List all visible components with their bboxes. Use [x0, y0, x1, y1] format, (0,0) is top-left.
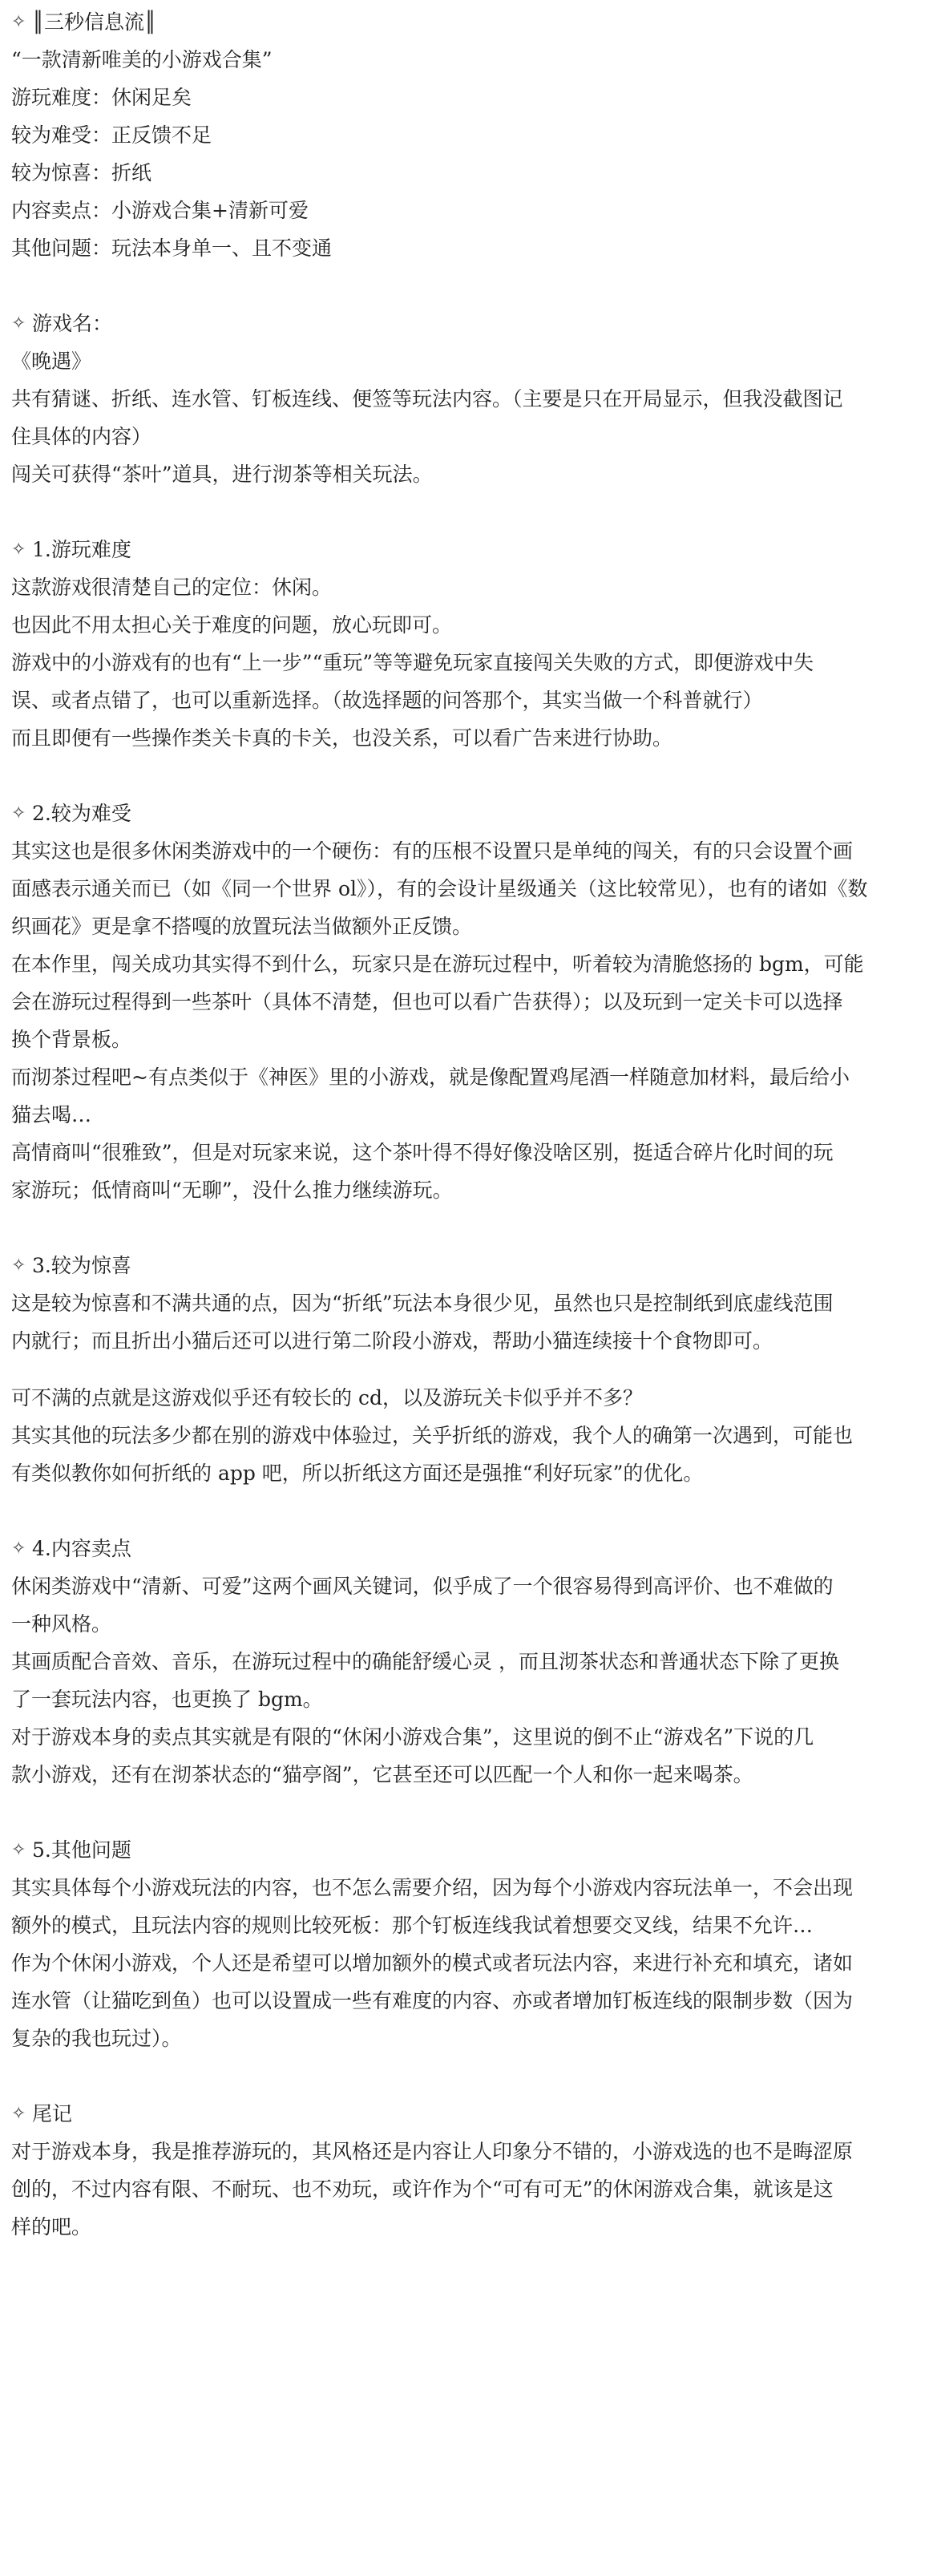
summary-item: 其他问题：玩法本身单一、且不变通: [11, 237, 333, 260]
paragraph-line: 误、或者点错了，也可以重新选择。（故选择题的问答那个，其实当做一个科普就行）: [11, 689, 763, 712]
paragraph-line: 也因此不用太担心关于难度的问题，放心玩即可。: [11, 613, 453, 637]
section-heading: [11, 795, 934, 832]
paragraph-line: 休闲类游戏中“清新、可爱”这两个画风关键词，似乎成了一个很容易得到高评价、也不难做的: [11, 1575, 834, 1598]
section-title: 3.较为惊喜: [32, 1254, 131, 1277]
paragraph-line: 创的，不过内容有限、不耐玩、也不劝玩，或许作为个“可有可无”的休闲游戏合集，就该是这: [11, 2178, 834, 2201]
sparkle-icon: ✧: [11, 1539, 26, 1559]
game-title: 《晚遇》: [11, 350, 92, 373]
sparkle-icon: ✧: [11, 1256, 26, 1276]
section-heading: [11, 1530, 934, 1567]
summary-item: 内容卖点：小游戏合集+清新可爱: [11, 199, 309, 222]
paragraph-line: 复杂的我也玩过）。: [11, 2027, 182, 2050]
paragraph-line: 了一套玩法内容，也更换了 bgm。: [11, 1688, 323, 1711]
paragraph-line: 对于游戏本身的卖点其实就是有限的“休闲小游戏合集”，这里说的倒不止“游戏名”下说的几: [11, 1725, 814, 1749]
section-heading: [11, 1831, 934, 1869]
epilogue-title: 尾记: [32, 2102, 73, 2125]
paragraph-line: 猫去喝…: [11, 1103, 92, 1126]
game-name-title: 游戏名：: [32, 312, 113, 335]
paragraph-line: 款小游戏，还有在沏茶状态的“猫亭阁”，它甚至还可以匹配一个人和你一起来喝茶。: [11, 1763, 753, 1786]
summary-item: 游玩难度：休闲足矣: [11, 86, 192, 109]
paragraph-line: 可不满的点就是这游戏似乎还有较长的 cd，以及游玩关卡似乎并不多？: [11, 1386, 643, 1409]
paragraph-line: 其实这也是很多休闲类游戏中的一个硬伤：有的压根不设置只是单纯的闯关，有的只会设置个画: [11, 839, 854, 863]
paragraph-line: 内就行；而且折出小猫后还可以进行第二阶段小游戏，帮助小猫连续接十个食物即可。: [11, 1329, 773, 1353]
epilogue-heading: [11, 2095, 934, 2133]
sparkle-icon: ✧: [11, 12, 26, 32]
paragraph-line: 其实具体每个小游戏玩法的内容，也不怎么需要介绍，因为每个小游戏内容玩法单一，不会出现: [11, 1876, 854, 1899]
paragraph-line: 共有猜谜、折纸、连水管、钉板连线、便签等玩法内容。（主要是只在开局显示，但我没截图记: [11, 387, 843, 410]
paragraph-line: 额外的模式，且玩法内容的规则比较死板：那个钉板连线我试着想要交叉线，结果不允许…: [11, 1914, 814, 1937]
section-title: 5.其他问题: [32, 1838, 131, 1862]
paragraph-line: 这款游戏很清楚自己的定位：休闲。: [11, 576, 333, 599]
paragraph-line: 高情商叫“很雅致”，但是对玩家来说，这个茶叶得不得好像没啥区别，挺适合碎片化时间的玩: [11, 1141, 834, 1164]
sparkle-icon: ✧: [11, 313, 26, 334]
summary-tagline: “一款清新唯美的小游戏合集”: [11, 48, 273, 71]
paragraph-line: 有类似教你如何折纸的 app 吧，所以折纸这方面还是强推“利好玩家”的优化。: [11, 1462, 704, 1485]
paragraph-line: 织画花》更是拿不搭嘎的放置玩法当做额外正反馈。: [11, 915, 473, 938]
paragraph-line: 一种风格。: [11, 1612, 112, 1636]
paragraph-line: 其画质配合音效、音乐，在游玩过程中的确能舒缓心灵 ，而且沏茶状态和普通状态下除了更换: [11, 1650, 839, 1673]
paragraph-line: 这是较为惊喜和不满共通的点，因为“折纸”玩法本身很少见，虽然也只是控制纸到底虚线范围: [11, 1292, 834, 1315]
section-heading: [11, 1247, 934, 1284]
section-title: 1.游玩难度: [32, 538, 131, 561]
section-heading: [11, 531, 934, 568]
paragraph-line: 游戏中的小游戏有的也有“上一步”“重玩”等等避免玩家直接闯关失败的方式，即便游戏中失: [11, 651, 814, 674]
paragraph-line: 换个背景板。: [11, 1028, 132, 1051]
summary-item: 较为难受：正反馈不足: [11, 123, 212, 147]
sparkle-icon: ✧: [11, 540, 26, 560]
summary-heading: [11, 3, 934, 41]
paragraph-line: 会在游玩过程得到一些茶叶（具体不清楚，但也可以看广告获得）；以及玩到一定关卡可以选择: [11, 990, 843, 1013]
paragraph-line: 样的吧。: [11, 2215, 92, 2238]
paragraph-line: 作为个休闲小游戏，个人还是希望可以增加额外的模式或者玩法内容，来进行补充和填充，诸如: [11, 1951, 854, 1975]
paragraph-line: 其实其他的玩法多少都在别的游戏中体验过，关乎折纸的游戏，我个人的确第一次遇到，可能也: [11, 1424, 854, 1447]
section-title: 4.内容卖点: [32, 1537, 131, 1560]
paragraph-line: 连水管（让猫吃到鱼）也可以设置成一些有难度的内容、亦或者增加钉板连线的限制步数（因为: [11, 1989, 854, 2012]
summary-item: 较为惊喜：折纸: [11, 161, 152, 184]
section-title: 2.较为难受: [32, 802, 131, 825]
summary-title: ║三秒信息流║: [32, 10, 157, 34]
paragraph-line: 对于游戏本身，我是推荐游玩的，其风格还是内容让人印象分不错的，小游戏选的也不是晦涩原: [11, 2140, 854, 2163]
paragraph-line: 在本作里，闯关成功其实得不到什么，玩家只是在游玩过程中，听着较为清脆悠扬的 bgm，可能: [11, 952, 864, 976]
paragraph-line: 家游玩；低情商叫“无聊”，没什么推力继续游玩。: [11, 1179, 453, 1202]
sparkle-icon: ✧: [11, 2104, 26, 2124]
sparkle-icon: ✧: [11, 803, 26, 823]
game-name-heading: [11, 305, 934, 342]
sparkle-icon: ✧: [11, 1840, 26, 1860]
paragraph-line: 而沏茶过程吧~有点类似于《神医》里的小游戏，就是像配置鸡尾酒一样随意加材料，最后给小: [11, 1066, 850, 1089]
paragraph-line: 闯关可获得“茶叶”道具，进行沏茶等相关玩法。: [11, 463, 433, 486]
paragraph-line: 面感表示通关而已（如《同一个世界 ol》），有的会设计星级通关（这比较常见），也有的诸如《数: [11, 877, 868, 900]
paragraph-line: 住具体的内容）: [11, 425, 152, 448]
paragraph-line: 而且即便有一些操作类关卡真的卡关，也没关系，可以看广告来进行协助。: [11, 726, 673, 750]
